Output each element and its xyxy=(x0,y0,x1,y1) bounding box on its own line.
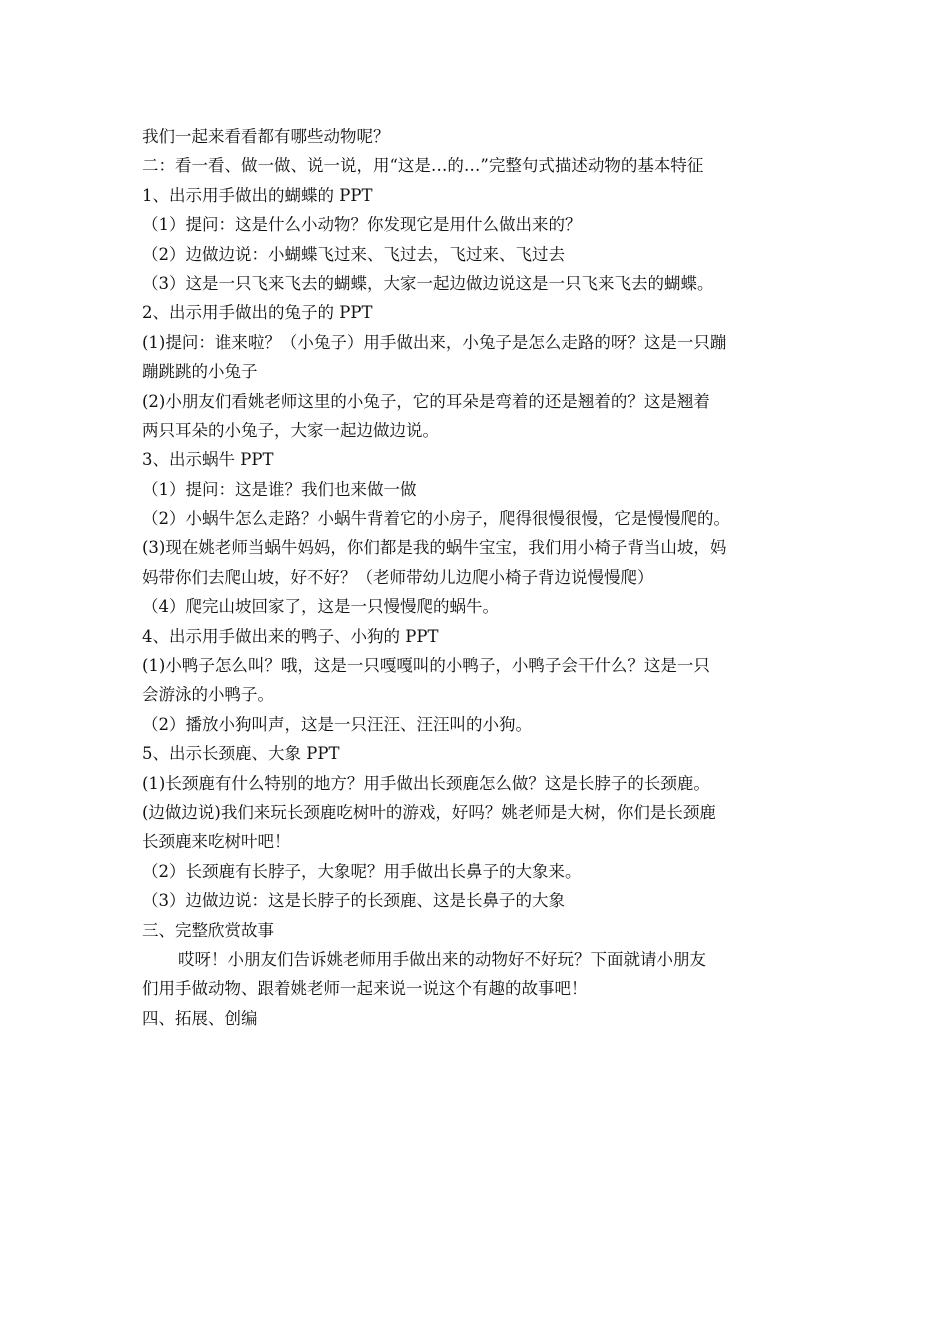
subsection-heading: 1、出示用手做出的蝴蝶的 PPT xyxy=(142,185,373,205)
section-heading: 二：看一看、做一做、说一说，用“这是…的…”完整句式描述动物的基本特征 xyxy=(142,156,704,176)
text-line: 长颈鹿来吃树叶吧！ xyxy=(142,832,291,852)
text-line: （2）长颈鹿有长脖子，大象呢？用手做出长鼻子的大象来。 xyxy=(142,861,582,881)
text-line: (2)小朋友们看姚老师这里的小兔子，它的耳朵是弯着的还是翘着的？这是翘着 xyxy=(142,391,710,411)
text-line: （3）边做边说：这是长脖子的长颈鹿、这是长鼻子的大象 xyxy=(142,891,565,911)
subsection-heading: 2、出示用手做出的兔子的 PPT xyxy=(142,303,373,323)
text-line: （2）小蜗牛怎么走路？小蜗牛背着它的小房子，爬得很慢很慢，它是慢慢爬的。 xyxy=(142,509,730,529)
text-line: (3)现在姚老师当蜗牛妈妈，你们都是我的蜗牛宝宝，我们用小椅子背当山坡，妈 xyxy=(142,538,727,558)
text-line: （1）提问：这是什么小动物？你发现它是用什么做出来的？ xyxy=(142,215,582,235)
text-line: （2）播放小狗叫声，这是一只汪汪、汪汪叫的小狗。 xyxy=(142,714,532,734)
text-line: (1)小鸭子怎么叫？哦，这是一只嘎嘎叫的小鸭子，小鸭子会干什么？这是一只 xyxy=(142,656,710,676)
text-line: （4）爬完山坡回家了，这是一只慢慢爬的蜗牛。 xyxy=(142,597,499,617)
text-line: 我们一起来看看都有哪些动物呢？ xyxy=(142,127,390,146)
text-line: （2）边做边说：小蝴蝶飞过来、飞过去，飞过来、飞过去 xyxy=(142,244,565,264)
text-line: 蹦跳跳的小兔子 xyxy=(142,362,258,382)
paragraph-line: 们用手做动物、跟着姚老师一起来说一说这个有趣的故事吧！ xyxy=(142,979,588,999)
paragraph-line: 哎呀！小朋友们告诉姚老师用手做出来的动物好不好玩？下面就请小朋友 xyxy=(178,949,706,969)
text-line: （1）提问：这是谁？我们也来做一做 xyxy=(142,479,417,499)
text-line: 会游泳的小鸭子。 xyxy=(142,685,274,705)
text-line: (边做边说)我们来玩长颈鹿吃树叶的游戏，好吗？姚老师是大树，你们是长颈鹿 xyxy=(142,802,716,822)
text-line: (1)长颈鹿有什么特别的地方？用手做出长颈鹿怎么做？这是长脖子的长颈鹿。 xyxy=(142,773,710,793)
section-heading: 四、拓展、创编 xyxy=(142,1008,258,1028)
document-body xyxy=(142,122,812,1033)
subsection-heading: 5、出示长颈鹿、大象 PPT xyxy=(142,744,340,764)
text-line: (1)提问：谁来啦？（小兔子）用手做出来，小兔子是怎么走路的呀？这是一只蹦 xyxy=(142,332,727,352)
subsection-heading: 4、出示用手做出来的鸭子、小狗的 PPT xyxy=(142,626,439,646)
subsection-heading: 3、出示蜗牛 PPT xyxy=(142,450,274,470)
text-line: 两只耳朵的小兔子，大家一起边做边说。 xyxy=(142,420,439,440)
section-heading: 三、完整欣赏故事 xyxy=(142,920,274,940)
text-line: （3）这是一只飞来飞去的蝴蝶，大家一起边做边说这是一只飞来飞去的蝴蝶。 xyxy=(142,273,714,293)
text-line: 妈带你们去爬山坡，好不好？（老师带幼儿边爬小椅子背边说慢慢爬） xyxy=(142,567,654,587)
